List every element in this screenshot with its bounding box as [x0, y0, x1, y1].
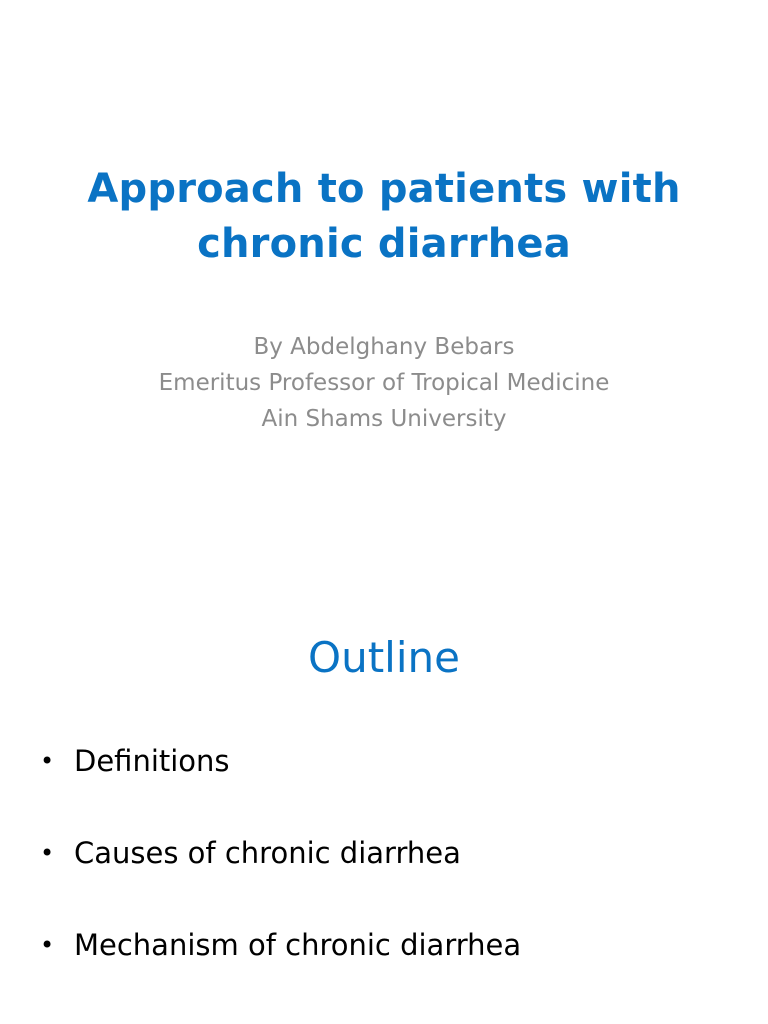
author-position: Emeritus Professor of Tropical Medicine: [158, 370, 610, 396]
presentation-title: [0, 162, 768, 272]
list-item: [40, 920, 760, 1012]
title-line-2: chronic diarrhea: [197, 221, 571, 267]
list-item: [40, 828, 760, 920]
bullet-icon: •: [40, 747, 55, 775]
author-affiliation: Ain Shams University: [261, 406, 507, 432]
bullet-icon: •: [40, 931, 55, 959]
outline-slide: [0, 576, 768, 1024]
list-item-text: Causes of chronic diarrhea: [74, 836, 461, 870]
list-item: [40, 736, 760, 828]
author-block: [0, 329, 768, 437]
title-line-1: Approach to patients with: [87, 166, 681, 212]
list-item-text: Definitions: [74, 744, 230, 778]
list-item-text: Mechanism of chronic diarrhea: [74, 928, 522, 962]
outline-list: [40, 736, 760, 1012]
outline-heading: Outline: [308, 633, 460, 682]
author-name: By Abdelghany Bebars: [253, 334, 515, 360]
bullet-icon: •: [40, 839, 55, 867]
